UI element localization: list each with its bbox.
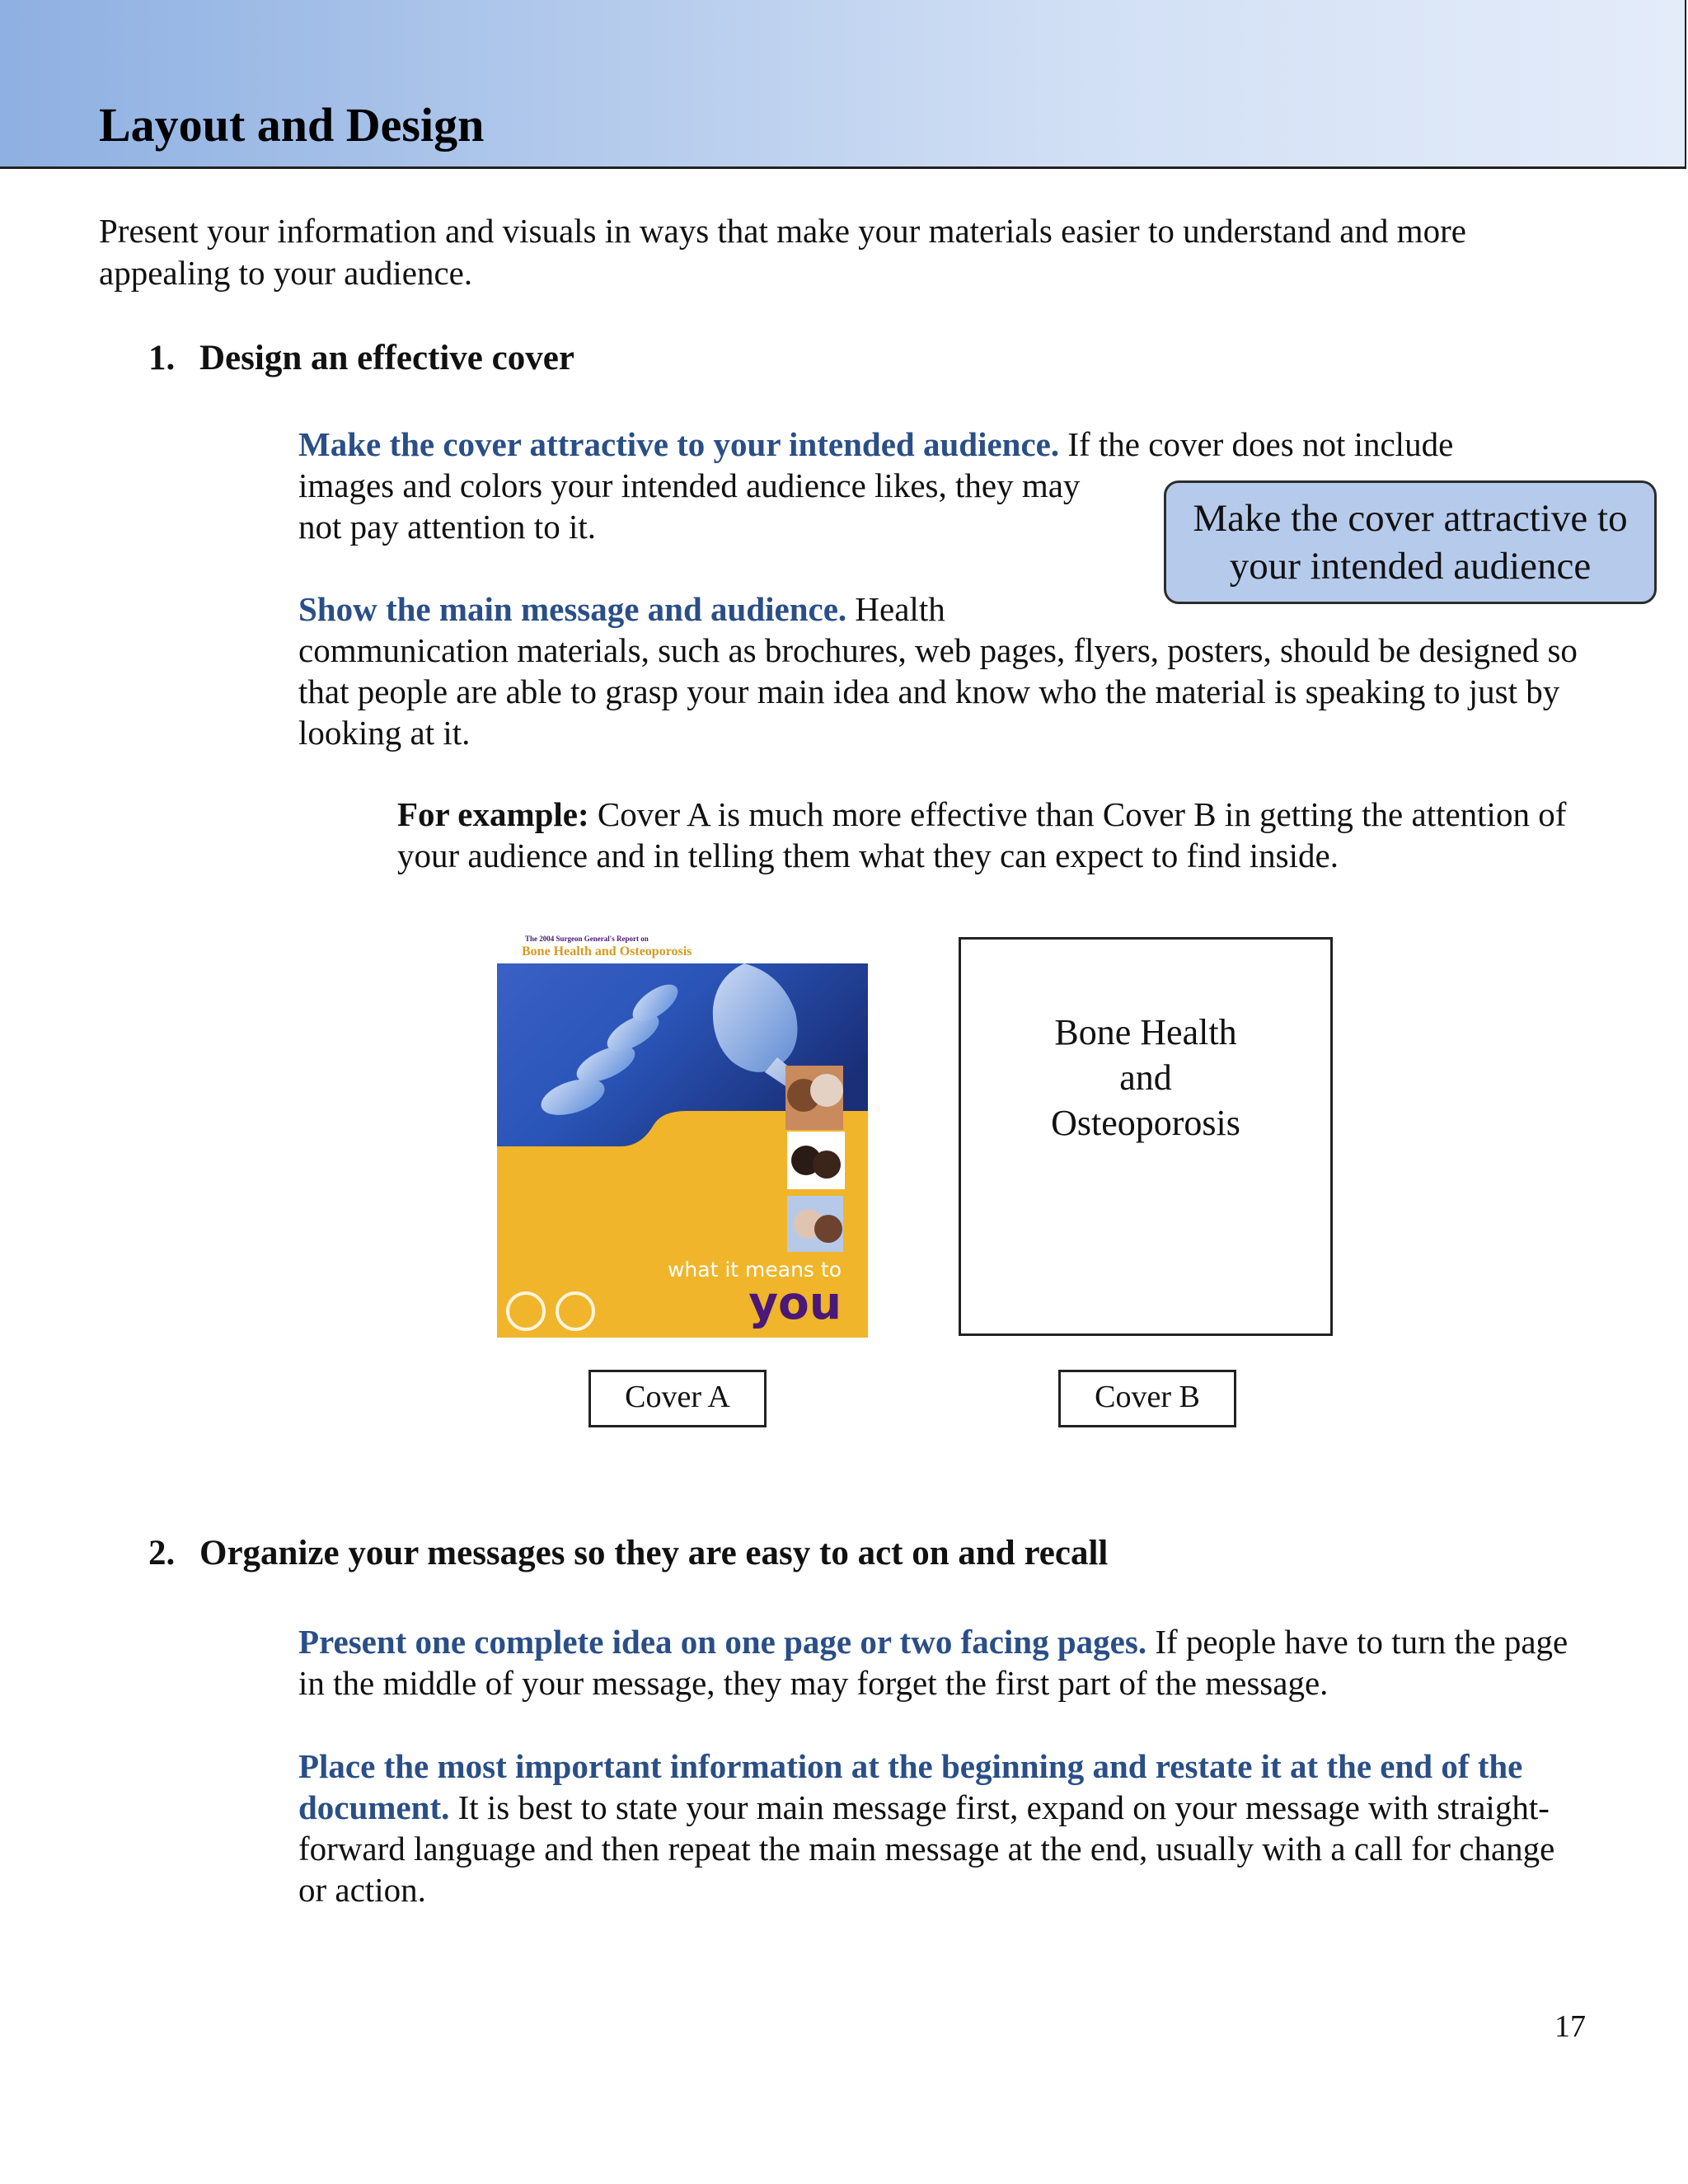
- cover-a-label: Cover A: [588, 1370, 767, 1427]
- section-1-number: 1.: [148, 339, 176, 377]
- page-title: Layout and Design: [99, 98, 485, 152]
- cover-attractive-lead: Make the cover attractive to your intended audience.: [298, 425, 1060, 463]
- example-lead: For example:: [397, 795, 589, 833]
- main-message-line1: Health: [846, 590, 945, 628]
- section-2-heading-text: Organize your messages so they are easy to act on and recall: [199, 1534, 1109, 1572]
- cover-attractive-line1: If the cover does not include: [1059, 425, 1454, 463]
- important-info-text: It is best to state your main message first, expand on your message with straight-forward language and then repeat the main message at the end, usually with a call for change or action.: [298, 1788, 1555, 1909]
- cover-a-you: you: [748, 1277, 842, 1329]
- example-paragraph: [397, 794, 1584, 876]
- cover-b-label: Cover B: [1058, 1370, 1236, 1427]
- cover-a-tagline: what it means to: [667, 1258, 842, 1282]
- cover-a-report-line1: The 2004 Surgeon General's Report on: [525, 935, 649, 943]
- cover-b-frame: [959, 937, 1333, 1336]
- important-info-paragraph: [298, 1746, 1584, 1910]
- main-message-lead: Show the main message and audience.: [298, 590, 847, 628]
- one-idea-paragraph: [298, 1621, 1584, 1704]
- cover-a-report-line2: Bone Health and Osteoporosis: [522, 944, 692, 958]
- callout-box: Make the cover attractive to your intended audience: [1164, 480, 1657, 604]
- cover-b-line3: Osteoporosis: [1051, 1103, 1240, 1143]
- section-1-heading-text: Design an effective cover: [199, 339, 574, 377]
- one-idea-text: If people have to turn the page in the middle of your message, they may forget the first part of the message.: [298, 1623, 1568, 1702]
- cover-attractive-line3: not pay attention to it.: [298, 508, 596, 546]
- cover-attractive-line2: images and colors your intended audience likes, they may: [298, 466, 1081, 504]
- section-2-number: 2.: [148, 1534, 176, 1572]
- important-info-lead: Place the most important information at the beginning and restate it at the end of the document.: [298, 1747, 1523, 1826]
- one-idea-lead: Present one complete idea on one page or two facing pages.: [298, 1623, 1147, 1661]
- cover-a-image: [497, 934, 868, 1338]
- main-message-rest: communication materials, such as brochures, web pages, flyers, posters, should be designed so that people are able to grasp your main idea and know who the material is speaking to just by looking at it.: [298, 631, 1578, 752]
- cover-b-line2: and: [1119, 1057, 1172, 1098]
- example-text: Cover A is much more effective than Cover B in getting the attention of your audience and in telling them what they can expect to find inside.: [397, 795, 1567, 874]
- main-message-paragraph: [298, 588, 1584, 753]
- cover-b-line1: Bone Health: [1054, 1012, 1237, 1052]
- page-number: 17: [1554, 2009, 1586, 2044]
- section-1-heading: [148, 338, 574, 378]
- intro-paragraph: Present your information and visuals in ways that make your materials easier to understand and more appealing to your audience.: [99, 212, 1466, 292]
- section-2-heading: [148, 1533, 1108, 1573]
